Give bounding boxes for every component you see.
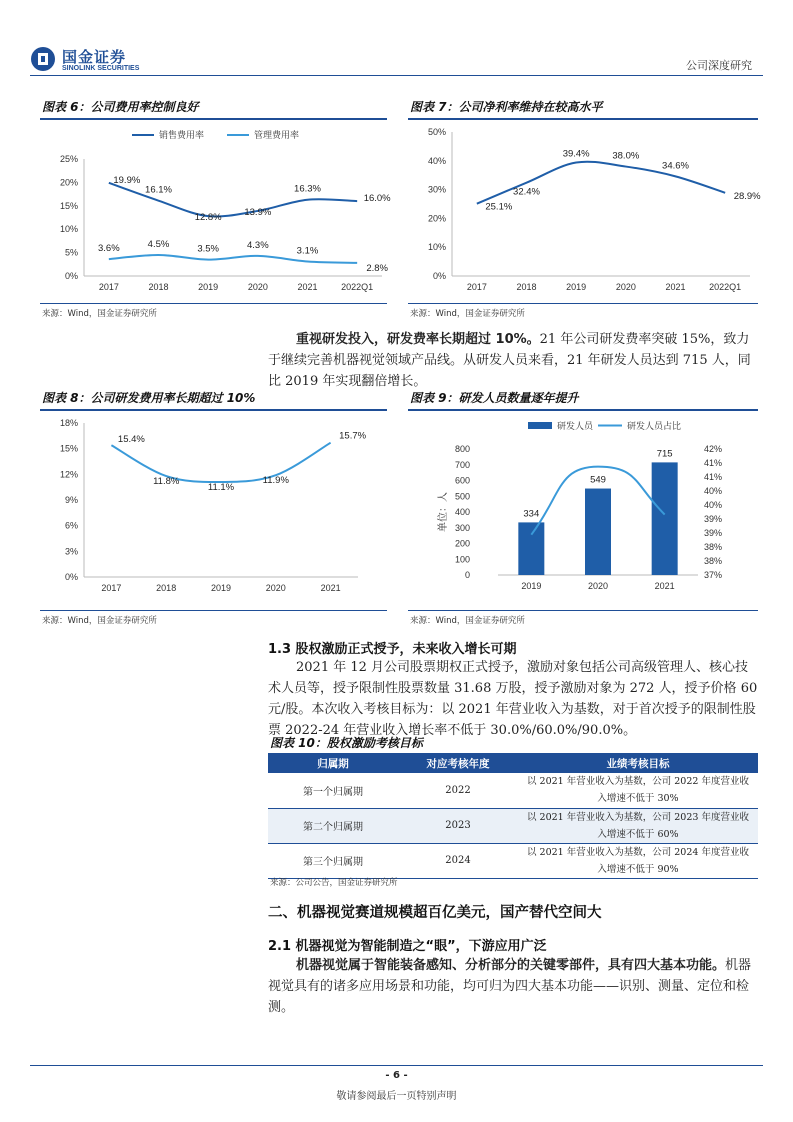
fig9-bottom-rule [408,610,758,611]
header-divider [30,75,763,76]
fig6-data-label: 16.1% [145,184,172,196]
fig8-series-line [111,443,330,482]
section-1-3-body: 2021 年 12 月公司股票期权正式授予，激励对象包括公司高级管理人、核心技术人员等，授予限制性股票数量 31.68 万股，授予激励对象为 272 人，授予价格 60 元/股。本次收入考核目标为：以 2021 年营业收入为基数，对于首次授予的限制性股票 2022-24 年营业收入增长率不低于 30.0%/60.0%/90.0%。 [268,660,758,738]
fig6-data-label: 12.8% [194,212,222,224]
footer-divider [30,1065,763,1066]
fig8-y-tick: 18% [59,418,78,428]
fig6-source: 来源：Wind，国金证券研究所 [42,309,157,319]
logo-icon [30,46,56,72]
fig8-x-tick: 2018 [156,583,177,593]
fig8-source: 来源：Wind，国金证券研究所 [42,616,157,626]
fig9-bar-label: 549 [590,474,606,486]
fig9-source: 来源：Wind，国金证券研究所 [410,616,525,626]
fig7-data-label: 38.0% [612,150,640,162]
rd-paragraph [268,329,758,392]
fig9-y-tick: 600 [454,475,470,486]
fig6-x-tick: 2020 [247,282,268,292]
fig9-y2-tick: 39% [704,528,723,538]
fig6-y-tick: 20% [59,177,78,188]
fig7-data-label: 39.4% [562,148,590,160]
fig9-x-tick: 2019 [521,581,542,591]
fig6-series-line [109,255,357,263]
period-cell: 第三个归属期 [268,843,398,878]
fig8-x-tick: 2017 [101,583,122,593]
fig9-legend-swatch [528,422,552,429]
fig9-y2-tick: 40% [704,486,723,496]
fig9-y-tick: 400 [454,507,470,517]
fig10-title: 图表 10：股权激励考核目标 [270,736,423,750]
fig9-y2-tick: 38% [704,542,723,552]
fig9-y-tick: 500 [454,491,470,502]
fig9-bar [585,489,611,575]
goal-cell: 以 2021 年营业收入为基数，公司 2023 年度营业收入增速不低于 60% [518,808,758,843]
fig6-y-tick: 15% [59,200,78,211]
fig6-x-tick: 2021 [297,282,318,292]
period-cell: 第一个归属期 [268,773,398,808]
fig6-data-label: 2.8% [366,262,388,274]
fig9-y-tick: 200 [454,538,470,549]
fig9-title: 图表 9：研发人员数量逐年提升 [410,391,579,405]
fig7-data-label: 32.4% [513,186,540,198]
fig6-data-label: 4.3% [247,239,269,251]
table-row [268,773,758,808]
fig6-y-tick: 10% [59,224,78,235]
fig6-legend-label: 销售费用率 [159,130,205,140]
fig7-y-tick: 20% [427,213,446,224]
fig7-title: 图表 7：公司净利率维持在较高水平 [410,100,603,114]
fig9-chart [408,413,758,598]
fig7-y-tick: 50% [427,127,446,137]
section-2-1-heading: 2.1 机器视觉为智能制造之“眼”，下游应用广泛 [268,939,547,954]
fig7-bottom-rule [408,303,758,304]
logo-text-en: SINOLINK SECURITIES [62,65,140,72]
fig8-y-tick: 15% [59,443,78,454]
fig10-source: 来源：公司公告，国金证券研究所 [270,878,398,888]
table-header-row [268,753,758,773]
col-year-header: 对应考核年度 [398,753,518,773]
fig8-y-tick: 6% [64,520,78,531]
fig6-top-rule [40,118,387,120]
period-cell: 第二个归属期 [268,808,398,843]
fig8-x-tick: 2020 [265,583,286,593]
fig7-top-rule [408,118,758,120]
year-cell: 2022 [398,773,518,808]
fig6-chart [40,122,391,300]
fig7-x-tick: 2019 [566,282,587,292]
fig9-y-tick: 800 [454,444,470,454]
fig8-y-tick: 12% [59,469,78,480]
fig9-x-tick: 2021 [654,581,675,591]
fig8-bottom-rule [40,610,387,611]
fig9-top-rule [408,409,758,411]
fig8-data-label: 11.9% [262,475,289,487]
fig8-y-tick: 9% [64,495,78,505]
section-2-1-lead: 机器视觉属于智能装备感知、分析部分的关键零部件，具有四大基本功能。 [296,958,726,973]
fig9-legend-label: 研发人员 [557,421,594,431]
fig8-data-label: 15.7% [339,430,367,442]
fig7-x-tick: 2018 [516,282,537,292]
fig9-x-tick: 2020 [587,581,609,591]
rd-paragraph-body: 21 年公司研发费率突破 15%，致力于继续完善机器视觉领域产品线。从研发人员来看，21 年研发人员达到 715 人，同比 2019 年实现翻倍增长。 [268,332,751,389]
fig9-bar [518,522,544,575]
fig8-data-label: 11.8% [153,476,180,488]
fig9-y2-tick: 41% [704,458,723,468]
fig9-bar [652,462,678,575]
fig8-data-label: 15.4% [117,434,145,446]
fig6-y-tick: 0% [64,271,78,281]
fig6-data-label: 3.1% [296,245,319,257]
fig6-title: 图表 6：公司费用率控制良好 [42,100,199,114]
table-row [268,843,758,878]
fig8-chart [40,413,387,598]
fig6-data-label: 13.9% [244,206,272,218]
section-2-1-text: 机器视觉具有的诸多应用场景和功能，均可归为四大基本功能——识别、测量、定位和检测。 [268,958,752,1015]
fig7-x-tick: 2021 [665,282,686,292]
fig7-source: 来源：Wind，国金证券研究所 [410,309,525,319]
goal-cell: 以 2021 年营业收入为基数，公司 2024 年度营业收入增速不低于 90% [518,843,758,878]
incentive-table [268,753,758,879]
table-row [268,808,758,843]
fig9-y2-tick: 40% [704,500,723,510]
fig8-y-tick: 0% [64,572,78,582]
fig9-legend-label: 研发人员占比 [627,421,682,431]
fig9-y2-tick: 37% [704,570,723,580]
fig6-bottom-rule [40,303,387,304]
fig6-y-tick: 5% [64,247,78,258]
fig6-x-tick: 2017 [98,282,119,292]
fig8-title: 图表 8：公司研发费用率长期超过 10% [42,391,256,405]
fig7-data-label: 34.6% [662,160,689,172]
fig7-chart [408,122,761,300]
fig6-data-label: 3.5% [197,243,219,255]
fig6-data-label: 16.0% [363,193,391,205]
fig7-data-label: 25.1% [485,201,513,213]
fig6-data-label: 19.9% [113,174,141,186]
footer-disclaimer: 敬请参阅最后一页特别声明 [336,1091,457,1102]
fig6-x-tick: 2018 [148,282,169,292]
fig6-data-label: 3.6% [98,243,120,255]
fig6-x-tick: 2022Q1 [341,282,374,292]
goal-cell: 以 2021 年营业收入为基数，公司 2022 年度营业收入增速不低于 30% [518,773,758,808]
fig9-y-tick: 700 [454,459,470,470]
year-cell: 2024 [398,843,518,878]
fig6-legend-label: 管理费用率 [254,130,300,140]
fig9-bar-label: 715 [656,448,673,460]
fig9-y-tick: 300 [454,522,470,533]
section-2-heading: 二、机器视觉赛道规模超百亿美元，国产替代空间大 [268,905,602,921]
col-period-header: 归属期 [268,753,398,773]
fig9-y2-tick: 39% [704,514,723,524]
fig7-y-tick: 0% [432,271,446,281]
fig6-data-label: 16.3% [294,183,321,195]
fig7-x-tick: 2020 [615,282,636,292]
fig7-x-tick: 2022Q1 [709,282,742,292]
col-goal-header: 业绩考核目标 [518,753,758,773]
fig9-y2-tick: 41% [704,472,723,482]
fig8-y-tick: 3% [64,546,78,557]
header-title: 公司深度研究 [686,59,752,72]
rd-paragraph-lead: 重视研发投入，研发费率长期超过 10%。 [296,332,540,347]
section-1-3-heading: 1.3 股权激励正式授予，未来收入增长可期 [268,642,517,657]
fig8-x-tick: 2021 [320,583,341,593]
fig8-top-rule [40,409,387,411]
fig7-y-tick: 40% [427,155,446,166]
fig9-bar-label: 334 [523,508,540,520]
fig9-y-axis-label: 单位：人 [438,492,449,532]
fig6-y-tick: 25% [59,154,78,164]
logo-text-cn: 国金证券 [62,48,127,66]
fig6-x-tick: 2019 [198,282,219,292]
fig6-data-label: 4.5% [147,238,170,250]
fig9-y-tick: 0 [464,570,470,580]
fig9-y2-tick: 38% [704,556,723,566]
fig7-y-tick: 30% [427,184,446,195]
section-2-1-body [268,955,758,1018]
fig7-data-label: 28.9% [733,190,761,202]
year-cell: 2023 [398,808,518,843]
fig8-x-tick: 2019 [210,583,232,593]
fig7-x-tick: 2017 [466,282,487,292]
fig9-y2-tick: 42% [704,444,723,454]
fig8-data-label: 11.1% [207,482,235,494]
fig7-y-tick: 10% [427,242,446,253]
page-number: - 6 - [385,1070,408,1081]
fig9-y-tick: 100 [454,554,470,565]
